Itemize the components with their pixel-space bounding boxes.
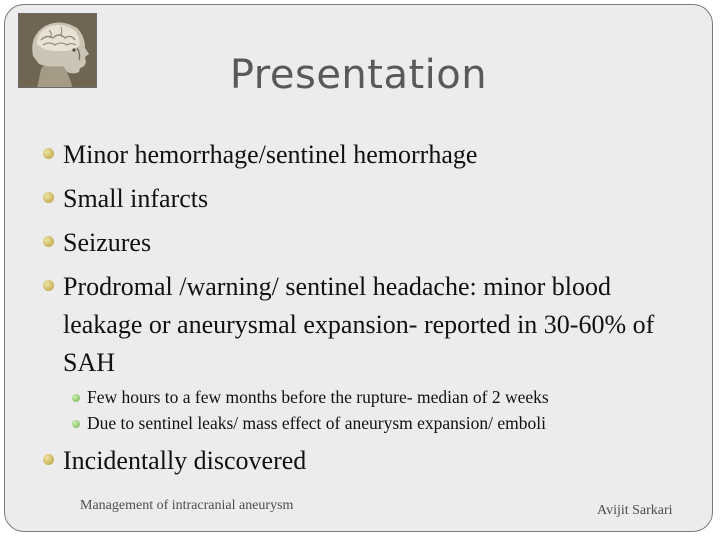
bullet-item (41, 268, 681, 436)
bullet-item (41, 224, 681, 262)
sub-bullet-icon (72, 394, 80, 402)
bullet-icon (43, 280, 54, 291)
bullet-icon (43, 192, 54, 203)
sub-bullet-list (41, 384, 681, 436)
bullet-text: Seizures (63, 228, 152, 257)
bullet-item (41, 180, 681, 218)
bullet-item (41, 136, 681, 174)
bullet-text: Small infarcts (63, 184, 209, 213)
bullet-item (41, 442, 681, 480)
slide (4, 4, 713, 532)
bullet-text: Incidentally discovered (63, 446, 307, 475)
footer-author: Avijit Sarkari (597, 503, 673, 518)
sub-bullet-text: Few hours to a few months before the rupture- median of 2 weeks (87, 387, 549, 407)
sub-bullet-item (41, 384, 681, 410)
bullet-list (41, 136, 681, 486)
bullet-text: Minor hemorrhage/sentinel hemorrhage (63, 140, 478, 169)
sub-bullet-text: Due to sentinel leaks/ mass effect of aneurysm expansion/ emboli (87, 413, 546, 433)
slide-title: Presentation (229, 52, 488, 98)
bullet-text: Prodromal /warning/ sentinel headache: minor blood leakage or aneurysmal expansion- reported in 30-60% of SAH (63, 272, 655, 377)
bullet-icon (43, 148, 54, 159)
sub-bullet-item (41, 410, 681, 436)
bullet-icon (43, 236, 54, 247)
sub-bullet-icon (72, 420, 80, 428)
footer-presentation-title: Management of intracranial aneurysm (80, 498, 294, 513)
bullet-icon (43, 454, 54, 465)
